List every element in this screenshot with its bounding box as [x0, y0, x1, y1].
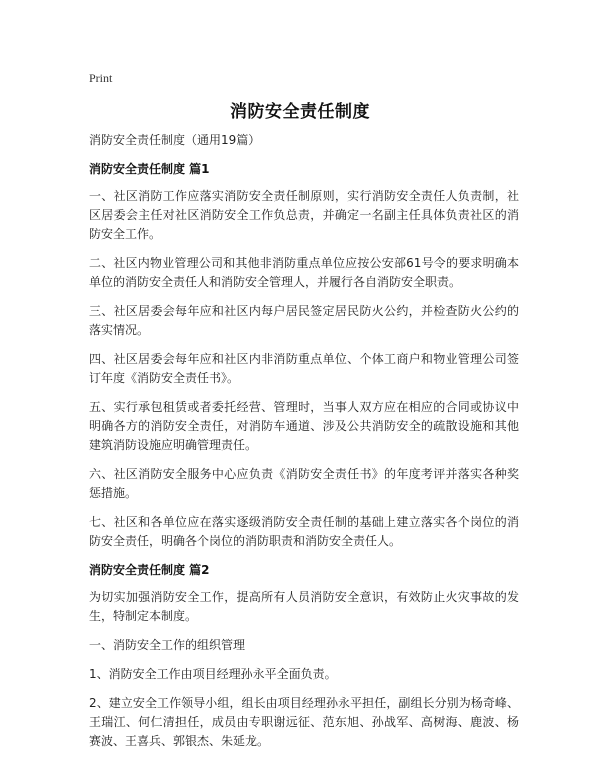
section-2	[89, 561, 519, 751]
paragraph: 七、社区和各单位应在落实逐级消防安全责任制的基础上建立落实各个岗位的消防安全责任，明确各个岗位的消防职责和消防安全责任人。	[89, 515, 519, 548]
paragraph: 一、消防安全工作的组织管理	[89, 638, 246, 652]
paragraph: 2、建立安全工作领导小组，组长由项目经理孙永平担任，副组长分别为杨奇峰、王瑞江、何仁清担任，成员由专职谢远征、范东旭、孙战军、高树海、鹿波、杨赛波、王喜兵、郭银杰、朱延龙。	[89, 696, 519, 748]
paragraph: 二、社区内物业管理公司和其他非消防重点单位应按公安部61号令的要求明确本单位的消防安全责任人和消防安全管理人，并履行各自消防安全职责。	[89, 256, 519, 289]
print-label: Print	[89, 71, 113, 85]
document-body	[89, 131, 519, 761]
paragraph: 四、社区居委会每年应和社区内非消防重点单位、个体工商户和物业管理公司签订年度《消防安全责任书》。	[89, 352, 519, 385]
paragraph: 六、社区消防安全服务中心应负责《消防安全责任书》的年度考评并落实各种奖惩措施。	[89, 467, 519, 500]
section-1	[89, 160, 519, 551]
document-title: 消防安全责任制度	[230, 102, 370, 122]
paragraph: 1、消防安全工作由项目经理孙永平全面负责。	[89, 667, 337, 681]
paragraph: 一、社区消防工作应落实消防安全责任制原则，实行消防安全责任人负责制，社区居委会主任对社区消防安全工作负总责，并确定一名副主任具体负责社区的消防安全工作。	[89, 189, 519, 241]
paragraph: 为切实加强消防安全工作，提高所有人员消防安全意识，有效防止火灾事故的发生，特制定本制度。	[89, 590, 519, 623]
section-heading: 消防安全责任制度 篇2	[89, 563, 210, 577]
section-heading: 消防安全责任制度 篇1	[89, 162, 210, 176]
document-subtitle: 消防安全责任制度（通用19篇）	[89, 133, 261, 147]
paragraph: 五、实行承包租赁或者委托经营、管理时，当事人双方应在相应的合同或协议中明确各方的消防安全责任，对消防车通道、涉及公共消防安全的疏散设施和其他建筑消防设施应明确管理责任。	[89, 400, 519, 452]
paragraph: 三、社区居委会每年应和社区内每户居民签定居民防火公约，并检查防火公约的落实情况。	[89, 304, 519, 337]
